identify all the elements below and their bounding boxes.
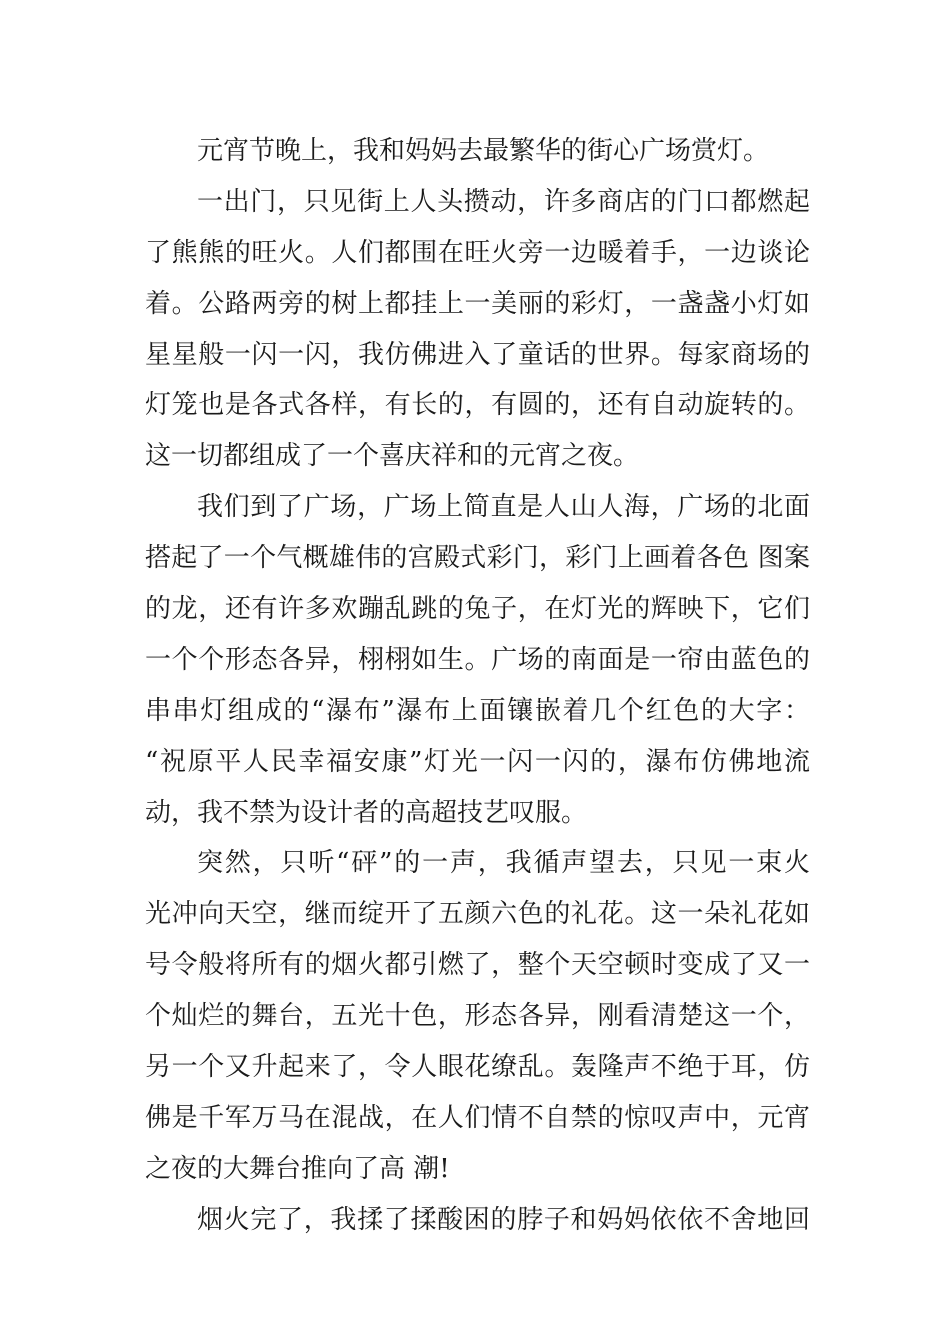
paragraph-4-line-1: 突然，只听“砰”的一声，我循声望去，只见一束火 bbox=[197, 848, 810, 879]
paragraph-3-line-3: 的龙，还有许多欢蹦乱跳的兔子，在灯光的辉映下，它们 bbox=[145, 594, 810, 625]
paragraph-3-line-4: 一个个形态各异，栩栩如生。广场的南面是一帘由蓝色的 bbox=[145, 644, 810, 675]
paragraph-4-line-4: 个灿烂的舞台，五光十色，形态各异，刚看清楚这一个， bbox=[145, 1001, 810, 1032]
paragraph-3-line-2: 搭起了一个气概雄伟的宫殿式彩门，彩门上画着各色 图案 bbox=[145, 543, 810, 574]
paragraph-2-line-3: 着。公路两旁的树上都挂上一美丽的彩灯，一盏盏小灯如 bbox=[145, 288, 810, 319]
paragraph-4-line-6: 佛是千军万马在混战，在人们情不自禁的惊叹声中，元宵 bbox=[145, 1102, 810, 1133]
paragraph-3-line-1: 我们到了广场，广场上简直是人山人海，广场的北面 bbox=[197, 492, 810, 523]
paragraph-2-line-5: 灯笼也是各式各样，有长的，有圆的，还有自动旋转的。 bbox=[145, 390, 810, 421]
paragraph-2-line-6: 这一切都组成了一个喜庆祥和的元宵之夜。 bbox=[145, 441, 640, 472]
paragraph-2-line-4: 星星般一闪一闪，我仿佛进入了童话的世界。每家商场的 bbox=[145, 339, 810, 370]
paragraph-1-line-1: 元宵节晚上，我和妈妈去最繁华的街心广场赏灯。 bbox=[197, 136, 770, 166]
paragraph-3-line-7: 动，我不禁为设计者的高超技艺叹服。 bbox=[145, 797, 588, 828]
paragraph-4-line-5: 另一个又升起来了，令人眼花缭乱。轰隆声不绝于耳，仿 bbox=[145, 1052, 810, 1083]
paragraph-2-line-1: 一出门，只见街上人头攒动，许多商店的门口都燃起 bbox=[197, 186, 810, 217]
paragraph-4-line-3: 号令般将所有的烟火都引燃了，整个天空顿时变成了又一 bbox=[145, 950, 810, 981]
paragraph-3-line-6: “祝原平人民幸福安康”灯光一闪一闪的，瀑布仿佛地流 bbox=[145, 746, 810, 777]
paragraph-5-line-1: 烟火完了，我揉了揉酸困的脖子和妈妈依依不舍地回 bbox=[197, 1204, 810, 1235]
paragraph-4-line-2: 光冲向天空，继而绽开了五颜六色的礼花。这一朵礼花如 bbox=[145, 899, 810, 930]
essay-body bbox=[145, 126, 810, 1246]
paragraph-2-line-2: 了熊熊的旺火。人们都围在旺火旁一边暖着手，一边谈论 bbox=[145, 237, 810, 268]
paragraph-3-line-5: 串串灯组成的“瀑布”瀑布上面镶嵌着几个红色的大字： bbox=[145, 695, 810, 726]
paragraph-4-line-7: 之夜的大舞台推向了高 潮! bbox=[145, 1153, 450, 1184]
